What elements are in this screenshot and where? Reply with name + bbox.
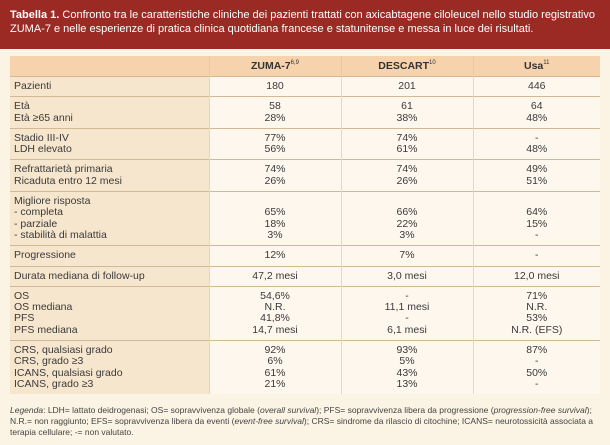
row-label: CRS, qualsiasi grado [14, 344, 113, 357]
value-cell [341, 97, 473, 129]
row-label: Stadio III-IV [14, 131, 69, 144]
row-label-cell [10, 77, 209, 97]
column-header-zuma7: ZUMA-7$^{6,9}$ [209, 56, 341, 77]
row-label: OS [14, 289, 30, 302]
cell-value: 49% [526, 163, 548, 176]
table-row [10, 128, 600, 160]
cell-value: N.R. [526, 301, 548, 314]
value-cell [341, 128, 473, 160]
column-header-blank [10, 56, 209, 77]
row-label-cell [10, 192, 209, 246]
cell-value: 5% [399, 355, 415, 368]
cell-value: 66% [396, 206, 418, 219]
value-cell [209, 286, 341, 340]
cell-value: 26% [396, 174, 418, 187]
value-cell [473, 160, 600, 192]
row-label: - completa [14, 206, 64, 219]
row-label-cell [10, 341, 209, 395]
value-cell [209, 160, 341, 192]
cell-value: 74% [396, 163, 418, 176]
value-cell [341, 160, 473, 192]
cell-value: 201 [398, 80, 416, 92]
value-cell [209, 97, 341, 129]
cell-value: - [535, 228, 539, 241]
cell-value: 13% [396, 377, 418, 390]
column-header-usa: Usa$^{11}$ [473, 56, 600, 77]
cell-value: 21% [264, 377, 286, 390]
row-label-cell [10, 286, 209, 340]
cell-value: 3% [399, 228, 415, 241]
cell-value: - [535, 249, 539, 262]
cell-value: 14,7 mesi [252, 323, 298, 336]
cell-value: 92% [264, 344, 286, 357]
row-label: Età ≥65 anni [14, 111, 73, 124]
cell-value: 53% [526, 312, 548, 325]
cell-value: 50% [526, 366, 548, 379]
cell-value: 12% [264, 249, 286, 262]
row-label: Progressione [14, 249, 76, 262]
value-cell [209, 341, 341, 395]
comparison-table [10, 56, 600, 394]
row-label: ICANS, grado ≥3 [14, 377, 94, 390]
cell-value: 51% [526, 174, 548, 187]
cell-value: 22% [396, 217, 418, 230]
cell-value: 61% [396, 143, 418, 156]
cell-value: - [405, 312, 409, 325]
cell-value: 180 [266, 80, 284, 92]
row-label: Durata mediana di follow-up [14, 269, 145, 282]
cell-value: 58 [269, 100, 281, 113]
value-cell [209, 128, 341, 160]
cell-value: 6% [267, 355, 283, 368]
value-cell [473, 97, 600, 129]
value-cell [473, 246, 600, 266]
cell-value: 61% [264, 366, 286, 379]
cell-value: N.R. (EFS) [511, 323, 563, 336]
cell-value: 87% [526, 344, 548, 357]
cell-value: 61 [401, 100, 413, 113]
cell-value: 18% [264, 217, 286, 230]
table-row [10, 160, 600, 192]
cell-value: 12,0 mesi [513, 269, 560, 282]
table-number: Tabella 1. [10, 9, 60, 21]
row-label-cell [10, 160, 209, 192]
cell-value: 77% [264, 131, 286, 144]
cell-value: 41,8% [260, 312, 290, 325]
row-label: Pazienti [14, 80, 52, 92]
cell-value: N.R. [264, 301, 286, 314]
cell-value: 7% [399, 249, 415, 262]
cell-value: 47,2 mesi [252, 269, 298, 282]
table-body [10, 77, 600, 395]
cell-value: 3% [267, 228, 283, 241]
value-cell [341, 341, 473, 395]
value-cell [473, 77, 600, 97]
cell-value: 15% [526, 217, 548, 230]
row-label: ICANS, qualsiasi grado [14, 366, 123, 379]
cell-value: 93% [396, 344, 418, 357]
value-cell [473, 128, 600, 160]
row-label: PFS [14, 312, 35, 325]
cell-value: 48% [526, 111, 548, 124]
row-label: Ricaduta entro 12 mesi [14, 174, 122, 187]
row-label: CRS, grado ≥3 [14, 355, 84, 368]
caption-text: Confronto tra le caratteristiche cliniche dei pazienti trattati con axicabtagene ciloleucel nello studio registrativo ZUMA-7 e nelle esperienze di pratica clinica quotidiana francese e statunitense e messa in luce dei risultati. [10, 9, 595, 35]
value-cell [473, 192, 600, 246]
row-label: PFS mediana [14, 323, 78, 336]
row-label: LDH elevato [14, 143, 72, 156]
value-cell [209, 77, 341, 97]
value-cell [209, 192, 341, 246]
header-row [10, 56, 600, 77]
row-label: OS mediana [14, 301, 73, 314]
row-label: - stabilità di malattia [14, 228, 107, 241]
cell-value: 446 [527, 80, 546, 92]
table-row [10, 192, 600, 246]
cell-value: 74% [264, 163, 286, 176]
comparison-table-wrapper [10, 56, 600, 394]
cell-value: 48% [526, 143, 548, 156]
row-label: Refrattarietà primaria [14, 163, 113, 176]
value-cell [473, 286, 600, 340]
table-legend: Legenda: LDH= lattato deidrogenasi; OS= sopravvivenza globale (overall survival); PFS= sopravvivenza libera da progressione (progression-free survival); N.R.= non raggiunto; EFS= sopravvivenza libera da eventi (event-free survival); CRS= sindrome da rilascio di citochine; ICANS= neurotossicità associata a terapia cellulare; -= non valutato. [10, 405, 594, 437]
table-row [10, 286, 600, 340]
cell-value: 38% [396, 111, 418, 124]
cell-value: 65% [264, 206, 286, 219]
table-row [10, 246, 600, 266]
row-label-cell [10, 97, 209, 129]
value-cell [473, 341, 600, 395]
cell-value: - [535, 131, 539, 144]
cell-value: 3,0 mesi [387, 269, 427, 282]
table-row [10, 77, 600, 97]
cell-value: 26% [264, 174, 286, 187]
row-label: - parziale [14, 217, 58, 230]
row-label-cell [10, 266, 209, 286]
table-row [10, 266, 600, 286]
table-row [10, 97, 600, 129]
cell-value: 54,6% [260, 289, 290, 302]
cell-value: 74% [396, 131, 418, 144]
value-cell [341, 77, 473, 97]
cell-value: - [535, 355, 539, 368]
value-cell [209, 246, 341, 266]
cell-value: 56% [264, 143, 286, 156]
column-header-descart: DESCART$^{10}$ [341, 56, 473, 77]
cell-value: 43% [396, 366, 418, 379]
cell-value: - [405, 289, 409, 302]
cell-value: 71% [526, 289, 548, 302]
row-label: Età [14, 100, 30, 113]
cell-value: 11,1 mesi [384, 301, 430, 314]
cell-value: 64 [530, 100, 543, 113]
value-cell [473, 266, 600, 286]
value-cell [341, 266, 473, 286]
value-cell [341, 246, 473, 266]
value-cell [341, 286, 473, 340]
value-cell [341, 192, 473, 246]
table-row [10, 341, 600, 395]
cell-value: - [535, 377, 539, 390]
cell-value: 64% [526, 206, 548, 219]
row-label-cell [10, 128, 209, 160]
cell-value: 28% [264, 111, 286, 124]
value-cell [209, 266, 341, 286]
row-label: Migliore risposta [14, 195, 91, 208]
row-label-cell [10, 246, 209, 266]
table-caption [0, 0, 610, 49]
cell-value: 6,1 mesi [387, 323, 427, 336]
